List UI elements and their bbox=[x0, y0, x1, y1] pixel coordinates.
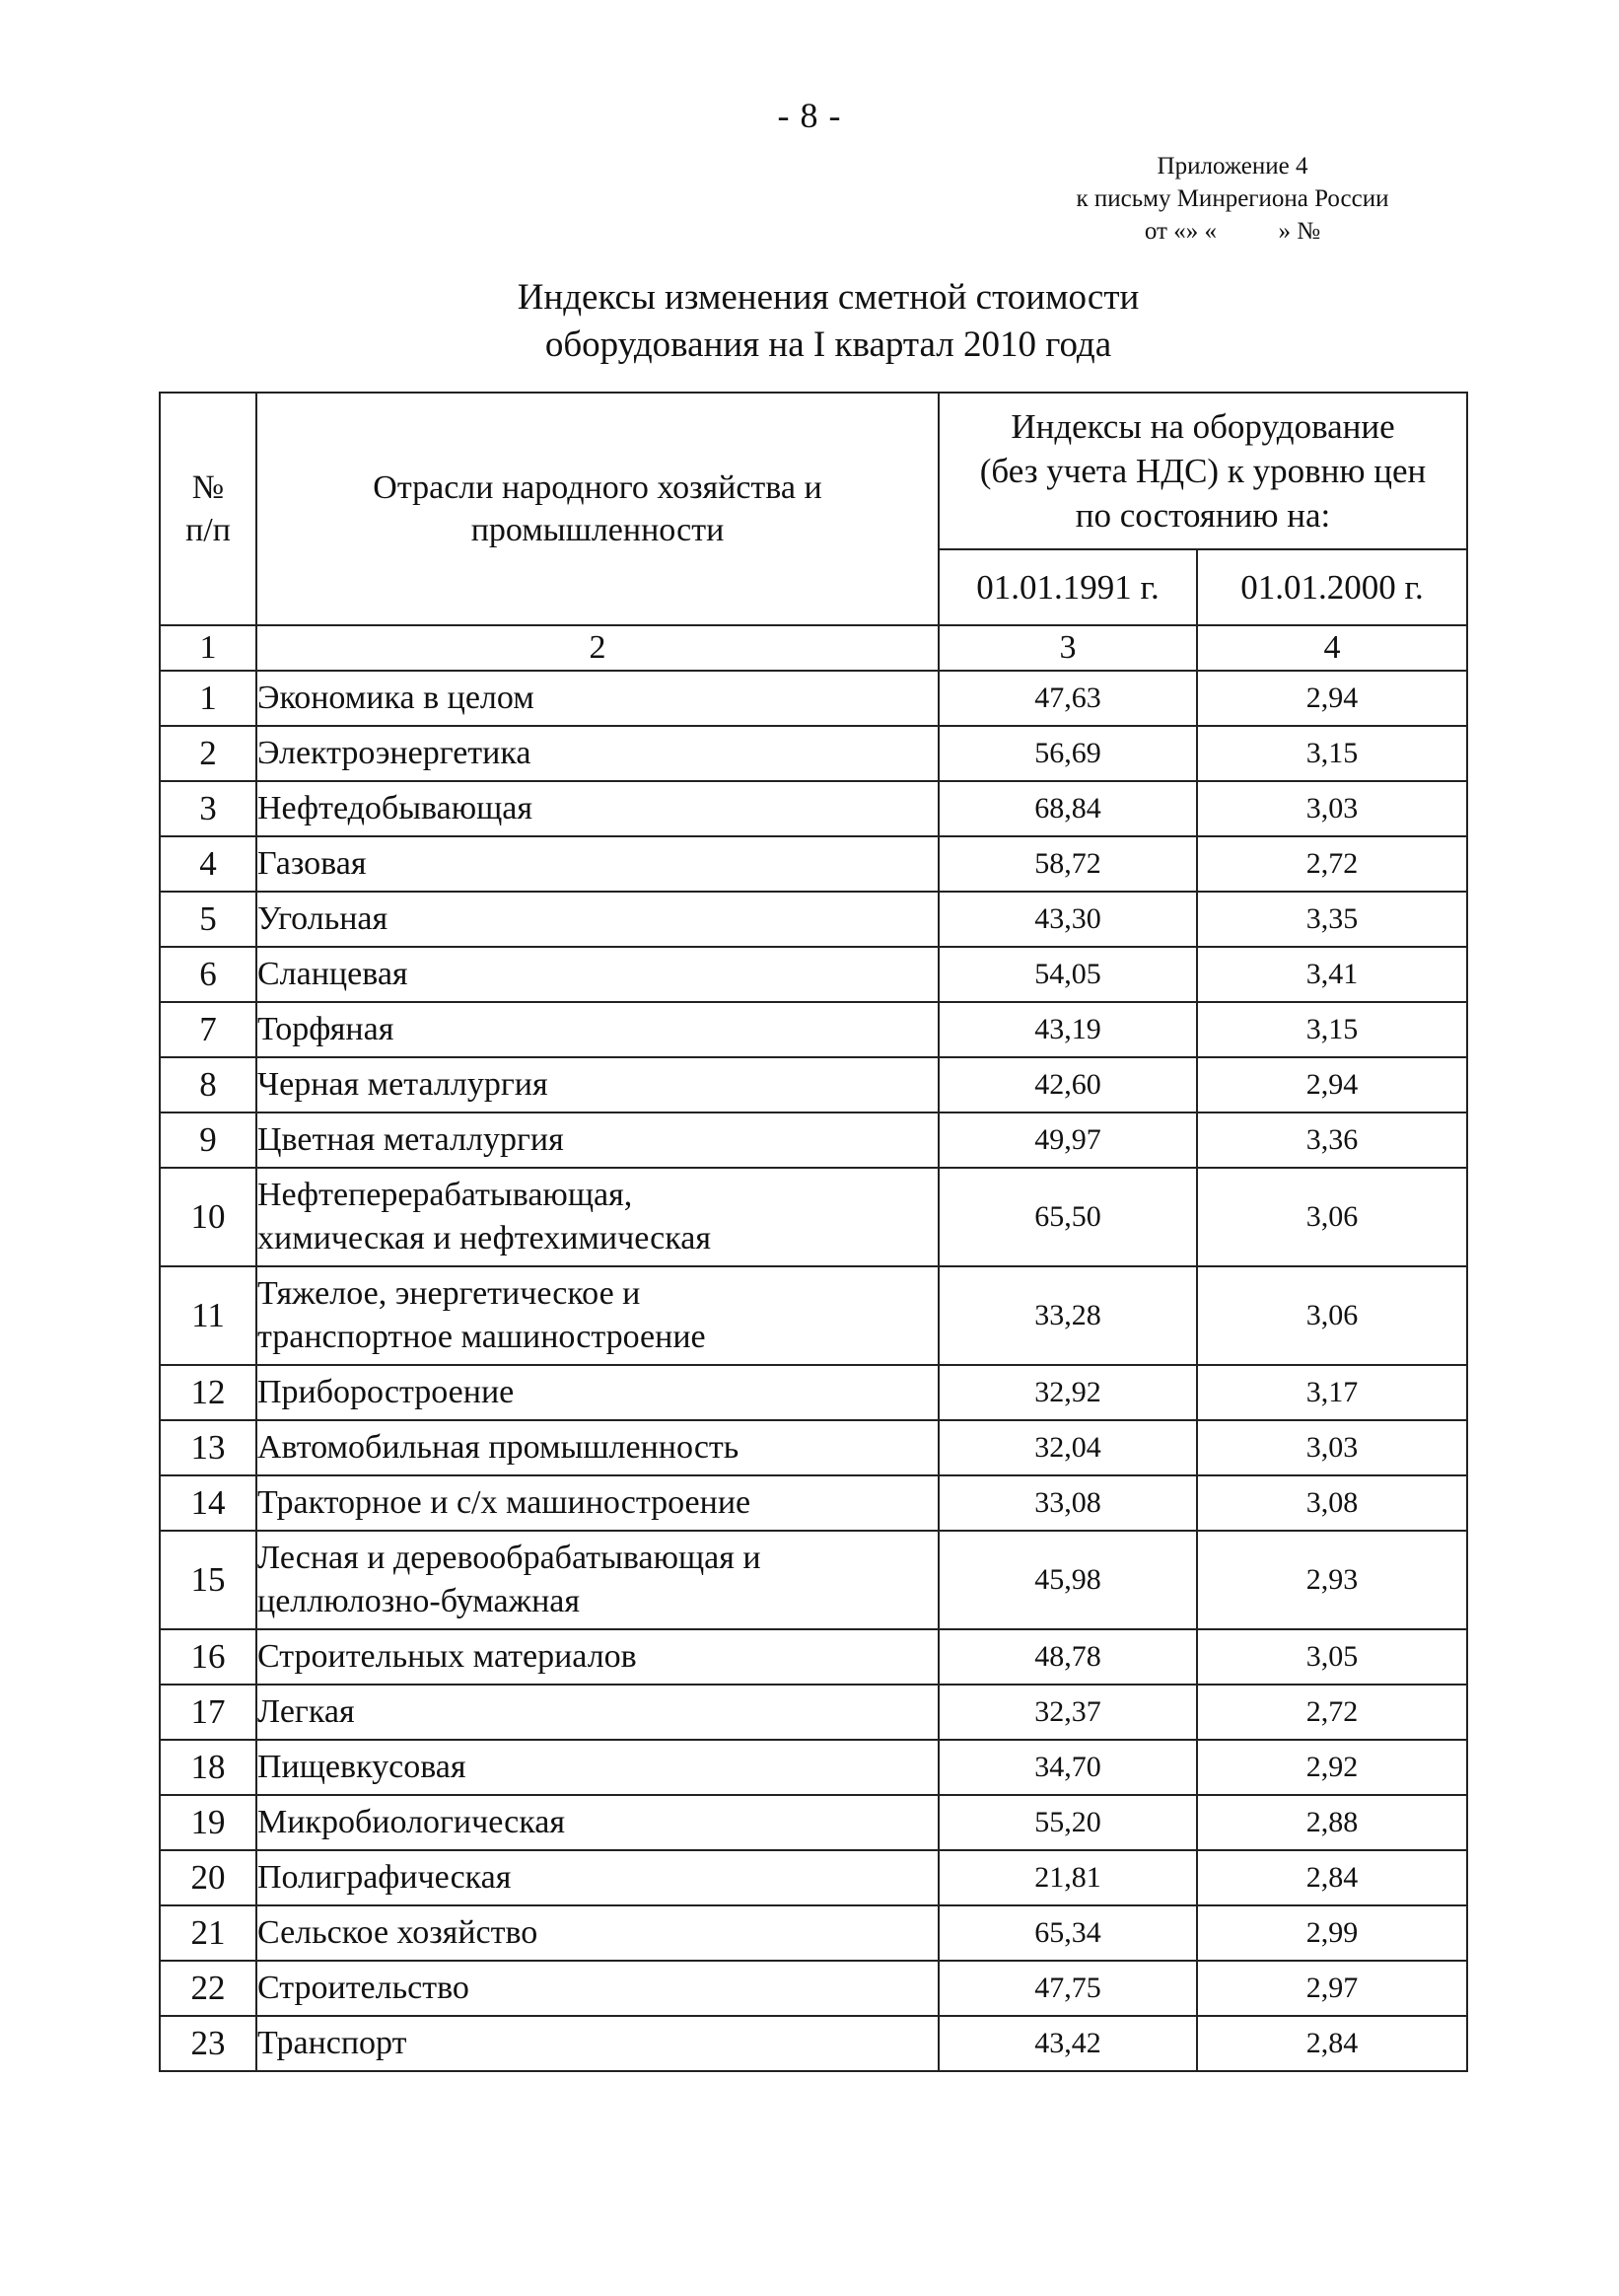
row-number: 1 bbox=[160, 671, 256, 726]
index-1991-value: 34,70 bbox=[939, 1740, 1197, 1795]
index-2000-value: 3,15 bbox=[1197, 726, 1467, 781]
table-row bbox=[160, 1740, 1467, 1795]
table-row bbox=[160, 1629, 1467, 1685]
table-row bbox=[160, 1266, 1467, 1365]
branch-name bbox=[256, 1629, 939, 1685]
index-1991-value: 58,72 bbox=[939, 836, 1197, 892]
row-number: 19 bbox=[160, 1795, 256, 1850]
index-2000-value: 3,03 bbox=[1197, 1420, 1467, 1475]
branch-name-line: Цветная металлургия bbox=[257, 1121, 564, 1158]
row-number: 18 bbox=[160, 1740, 256, 1795]
index-1991-value: 65,50 bbox=[939, 1168, 1197, 1266]
row-number: 22 bbox=[160, 1961, 256, 2016]
index-2000-value: 3,06 bbox=[1197, 1168, 1467, 1266]
branch-name bbox=[256, 1685, 939, 1740]
row-number: 21 bbox=[160, 1905, 256, 1961]
branch-name-line: Строительство bbox=[257, 1970, 469, 2006]
table-row bbox=[160, 892, 1467, 947]
index-1991-value: 55,20 bbox=[939, 1795, 1197, 1850]
branch-name bbox=[256, 1168, 939, 1266]
table-row bbox=[160, 1365, 1467, 1420]
table-row bbox=[160, 1795, 1467, 1850]
index-1991-value: 68,84 bbox=[939, 781, 1197, 836]
index-2000-value: 2,99 bbox=[1197, 1905, 1467, 1961]
index-2000-value: 3,36 bbox=[1197, 1112, 1467, 1168]
annex-line-1: Приложение 4 bbox=[1157, 153, 1308, 179]
index-1991-value: 47,63 bbox=[939, 671, 1197, 726]
table-row bbox=[160, 1057, 1467, 1112]
index-1991-value: 43,19 bbox=[939, 1002, 1197, 1057]
title-line-2: оборудования на I квартал 2010 года bbox=[544, 324, 1112, 365]
index-1991-value: 45,98 bbox=[939, 1531, 1197, 1629]
table-row bbox=[160, 726, 1467, 781]
table-row bbox=[160, 1168, 1467, 1266]
table-body bbox=[160, 671, 1467, 2071]
annex-line-3: от «» « » № bbox=[1144, 218, 1321, 245]
branch-name bbox=[256, 1266, 939, 1365]
branch-name-line: Транспорт bbox=[257, 2025, 407, 2061]
row-number: 16 bbox=[160, 1629, 256, 1685]
row-number: 3 bbox=[160, 781, 256, 836]
index-1991-value: 32,92 bbox=[939, 1365, 1197, 1420]
index-2000-value: 3,35 bbox=[1197, 892, 1467, 947]
table-row bbox=[160, 1112, 1467, 1168]
table-row bbox=[160, 1002, 1467, 1057]
table-row bbox=[160, 1961, 1467, 2016]
branch-name bbox=[256, 1057, 939, 1112]
branch-name-line: Строительных материалов bbox=[257, 1638, 637, 1675]
index-1991-value: 43,42 bbox=[939, 2016, 1197, 2071]
branch-name-line: Угольная bbox=[257, 900, 388, 937]
index-1991-value: 32,37 bbox=[939, 1685, 1197, 1740]
table-row bbox=[160, 1475, 1467, 1531]
row-number: 10 bbox=[160, 1168, 256, 1266]
index-2000-value: 3,41 bbox=[1197, 947, 1467, 1002]
index-2000-value: 2,72 bbox=[1197, 1685, 1467, 1740]
indices-table bbox=[159, 392, 1468, 2072]
branch-name-line: Экономика в целом bbox=[257, 680, 534, 716]
index-1991-value: 32,04 bbox=[939, 1420, 1197, 1475]
table-row bbox=[160, 1685, 1467, 1740]
branch-name-line: Тракторное и с/х машиностроение bbox=[257, 1484, 751, 1521]
branch-name bbox=[256, 781, 939, 836]
index-2000-value: 2,72 bbox=[1197, 836, 1467, 892]
column-number: 4 bbox=[1197, 625, 1467, 671]
index-1991-value: 54,05 bbox=[939, 947, 1197, 1002]
table-row bbox=[160, 1850, 1467, 1905]
title-line-1: Индексы изменения сметной стоимости bbox=[517, 277, 1140, 318]
table-row bbox=[160, 1420, 1467, 1475]
branch-name bbox=[256, 1112, 939, 1168]
branch-name bbox=[256, 1475, 939, 1531]
header-date-1991: 01.01.1991 г. bbox=[939, 549, 1197, 625]
index-2000-value: 2,92 bbox=[1197, 1740, 1467, 1795]
branch-name-line: Газовая bbox=[257, 845, 367, 882]
branch-name-line: Полиграфическая bbox=[257, 1859, 512, 1896]
branch-name bbox=[256, 1961, 939, 2016]
index-2000-value: 3,05 bbox=[1197, 1629, 1467, 1685]
index-2000-value: 3,08 bbox=[1197, 1475, 1467, 1531]
index-1991-value: 56,69 bbox=[939, 726, 1197, 781]
branch-name bbox=[256, 1531, 939, 1629]
header-indices: Индексы на оборудование (без учета НДС) к уровню цен по состоянию на: bbox=[939, 393, 1467, 549]
branch-name-line: Микробиологическая bbox=[257, 1804, 565, 1840]
table-row bbox=[160, 947, 1467, 1002]
document-title bbox=[0, 274, 1619, 369]
header-branch: Отрасли народного хозяйства и промышленности bbox=[256, 393, 939, 625]
branch-name bbox=[256, 836, 939, 892]
index-2000-value: 2,93 bbox=[1197, 1531, 1467, 1629]
branch-name-line: Нефтеперерабатывающая, bbox=[257, 1177, 633, 1213]
row-number: 7 bbox=[160, 1002, 256, 1057]
branch-name-line: Торфяная bbox=[257, 1011, 394, 1047]
row-number: 13 bbox=[160, 1420, 256, 1475]
table-row bbox=[160, 1531, 1467, 1629]
row-number: 11 bbox=[160, 1266, 256, 1365]
branch-name-line: Легкая bbox=[257, 1693, 355, 1730]
annex-reference bbox=[1025, 150, 1440, 248]
index-2000-value: 3,15 bbox=[1197, 1002, 1467, 1057]
branch-name bbox=[256, 1905, 939, 1961]
header-date-2000: 01.01.2000 г. bbox=[1197, 549, 1467, 625]
row-number: 4 bbox=[160, 836, 256, 892]
branch-name bbox=[256, 1420, 939, 1475]
index-1991-value: 33,08 bbox=[939, 1475, 1197, 1531]
branch-name-line: Черная металлургия bbox=[257, 1066, 548, 1103]
index-1991-value: 33,28 bbox=[939, 1266, 1197, 1365]
branch-name bbox=[256, 1365, 939, 1420]
index-2000-value: 2,84 bbox=[1197, 2016, 1467, 2071]
branch-name-line: Лесная и деревообрабатывающая и bbox=[257, 1540, 761, 1576]
branch-name bbox=[256, 726, 939, 781]
branch-name-line: Электроэнергетика bbox=[257, 735, 531, 771]
row-number: 6 bbox=[160, 947, 256, 1002]
header-number: № п/п bbox=[160, 393, 256, 625]
index-1991-value: 21,81 bbox=[939, 1850, 1197, 1905]
branch-name bbox=[256, 1002, 939, 1057]
index-2000-value: 2,94 bbox=[1197, 1057, 1467, 1112]
branch-name-line: Нефтедобывающая bbox=[257, 790, 533, 826]
index-1991-value: 49,97 bbox=[939, 1112, 1197, 1168]
branch-name-line: Автомобильная промышленность bbox=[257, 1429, 739, 1466]
table-row bbox=[160, 781, 1467, 836]
branch-name-line: Пищевкусовая bbox=[257, 1749, 466, 1785]
index-2000-value: 3,03 bbox=[1197, 781, 1467, 836]
index-1991-value: 48,78 bbox=[939, 1629, 1197, 1685]
branch-name bbox=[256, 1740, 939, 1795]
index-1991-value: 42,60 bbox=[939, 1057, 1197, 1112]
row-number: 17 bbox=[160, 1685, 256, 1740]
branch-name-line: Приборостроение bbox=[257, 1374, 515, 1410]
branch-name-line: Сельское хозяйство bbox=[257, 1914, 538, 1951]
table-row bbox=[160, 836, 1467, 892]
branch-name bbox=[256, 1850, 939, 1905]
branch-name bbox=[256, 892, 939, 947]
column-number: 2 bbox=[256, 625, 939, 671]
row-number: 20 bbox=[160, 1850, 256, 1905]
table-row bbox=[160, 1905, 1467, 1961]
branch-name-line: Тяжелое, энергетическое и bbox=[257, 1275, 641, 1312]
row-number: 15 bbox=[160, 1531, 256, 1629]
index-2000-value: 3,17 bbox=[1197, 1365, 1467, 1420]
column-number: 3 bbox=[939, 625, 1197, 671]
row-number: 12 bbox=[160, 1365, 256, 1420]
branch-name-line: транспортное машиностроение bbox=[257, 1319, 706, 1355]
index-1991-value: 47,75 bbox=[939, 1961, 1197, 2016]
branch-name bbox=[256, 947, 939, 1002]
index-2000-value: 2,94 bbox=[1197, 671, 1467, 726]
branch-name bbox=[256, 671, 939, 726]
branch-name-line: Сланцевая bbox=[257, 956, 408, 992]
row-number: 9 bbox=[160, 1112, 256, 1168]
annex-line-2: к письму Минрегиона России bbox=[1076, 185, 1389, 212]
index-1991-value: 43,30 bbox=[939, 892, 1197, 947]
page-number: - 8 - bbox=[777, 96, 842, 135]
branch-name-line: целлюлозно-бумажная bbox=[257, 1583, 581, 1619]
row-number: 8 bbox=[160, 1057, 256, 1112]
row-number: 2 bbox=[160, 726, 256, 781]
branch-name-line: химическая и нефтехимическая bbox=[257, 1220, 711, 1256]
index-2000-value: 2,97 bbox=[1197, 1961, 1467, 2016]
branch-name bbox=[256, 2016, 939, 2071]
index-1991-value: 65,34 bbox=[939, 1905, 1197, 1961]
branch-name bbox=[256, 1795, 939, 1850]
row-number: 5 bbox=[160, 892, 256, 947]
index-2000-value: 2,88 bbox=[1197, 1795, 1467, 1850]
row-number: 23 bbox=[160, 2016, 256, 2071]
table-row bbox=[160, 671, 1467, 726]
index-2000-value: 3,06 bbox=[1197, 1266, 1467, 1365]
index-2000-value: 2,84 bbox=[1197, 1850, 1467, 1905]
row-number: 14 bbox=[160, 1475, 256, 1531]
column-number: 1 bbox=[160, 625, 256, 671]
table-row bbox=[160, 2016, 1467, 2071]
